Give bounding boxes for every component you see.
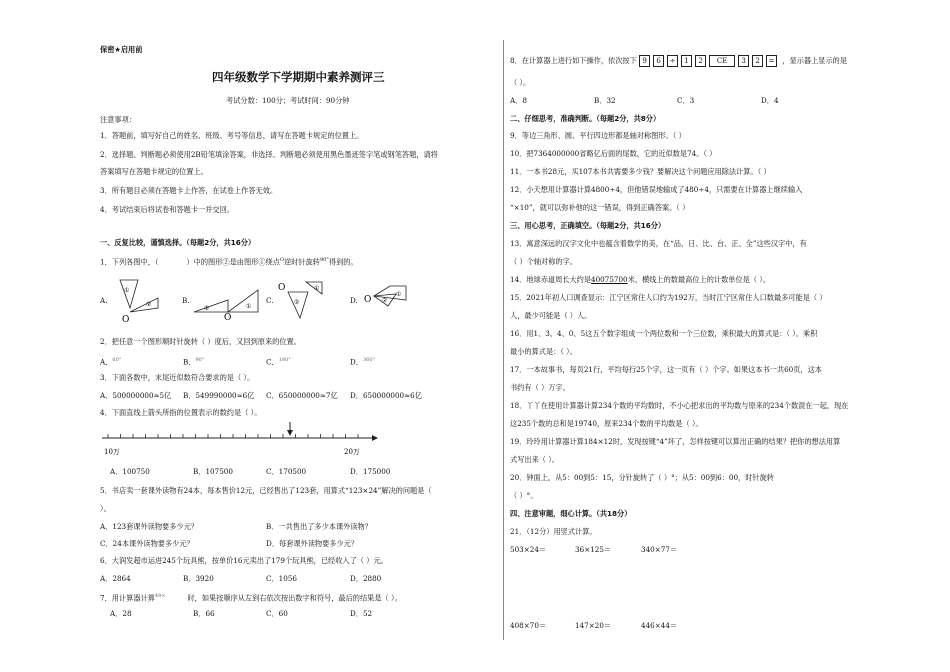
q7-text: 7．用计算器计算$^{48\times}$ 时，如果按顺序从左到右依次按出数字和符号，最后的结果是（ ）。 bbox=[100, 593, 402, 603]
key-3: 3 bbox=[738, 55, 749, 67]
q8-option-d: D．4 bbox=[761, 96, 779, 105]
q1-option-b-label: B. bbox=[182, 296, 190, 305]
q2-option-b: B．$^{90^\circ}$ bbox=[183, 357, 205, 367]
exam-info: 考试分数：100分；考试时间：90分钟 bbox=[226, 96, 350, 105]
q1-option-a-label: A. bbox=[100, 296, 108, 305]
svg-text:②: ② bbox=[294, 299, 300, 306]
note-item: 答案填写在答题卡规定的位置上。 bbox=[100, 167, 208, 176]
svg-text:①: ① bbox=[246, 303, 252, 310]
calc-item: 147×20＝ bbox=[575, 621, 612, 630]
q3-option-a: A．500000000≈5亿 bbox=[100, 391, 172, 400]
q7-option-d: D．52 bbox=[350, 609, 373, 618]
note-item: 4．考试结束后将试卷和答题卡一并交回。 bbox=[100, 205, 234, 214]
q2-text: 2．把任意一个图形顺时针旋转（ ）度后，又回到原来的位置。 bbox=[100, 337, 301, 346]
svg-text:O: O bbox=[122, 315, 130, 325]
svg-text:O: O bbox=[364, 295, 372, 305]
calc-item: 340×77＝ bbox=[641, 545, 678, 554]
note-item: 2．选择题、判断题必须使用2B铅笔填涂答案，非选择、判断题必须使用黑色墨迹签字笔或钢笔答题，请将 bbox=[100, 150, 438, 159]
notes-heading: 注意事项： bbox=[100, 115, 136, 124]
q5-option-b: B．一共售出了多少本课外读物？ bbox=[266, 522, 372, 531]
q6-option-b: B．3920 bbox=[183, 574, 214, 583]
q18-text-line1: 18．丫丫在使用计算器计算234个数的平均数时，不小心把求出的平均数与原来的234个数混在一起，现在 bbox=[510, 401, 849, 410]
q4-number-line bbox=[100, 420, 380, 460]
svg-text:O: O bbox=[224, 313, 232, 322]
svg-text:②: ② bbox=[382, 297, 388, 304]
q8-option-a: A．8 bbox=[510, 96, 527, 105]
q3-option-b: B．549990000≈6亿 bbox=[183, 391, 255, 400]
q5-option-d: D．每套课外读物要多少元？ bbox=[266, 539, 359, 548]
calc-item: 503×24＝ bbox=[510, 545, 547, 554]
key-divide: ÷ bbox=[667, 55, 678, 67]
q8-text: 8．在计算器上进行如下操作，依次按下 9 6 ÷ 1 2 CE 3 2 = ，显示器上显示的是 bbox=[510, 56, 848, 65]
q5-text-line2: ）。 bbox=[100, 504, 111, 513]
q6-option-a: A．2864 bbox=[100, 574, 131, 583]
q4-text: 4．下面直线上箭头所指的位置表示的数约是（ ）。 bbox=[100, 408, 262, 417]
q19-text-line2: 式写出来（ ）。 bbox=[510, 455, 559, 464]
q17-text-line2: 书约有（ ）万字。 bbox=[510, 383, 570, 392]
svg-text:①: ① bbox=[314, 285, 320, 292]
q19-text-line1: 19．玲玲用计算器计算184×12时，发现按键“4”坏了，怎样按键可以算出正确的结果？把你的想法用算 bbox=[510, 437, 841, 446]
note-item: 3．所有题目必须在答题卡上作答，在试卷上作答无效。 bbox=[100, 186, 278, 195]
q3-option-c: C．650000000≈7亿 bbox=[266, 391, 338, 400]
q1-text: 1．下列各图中，（ ）中的图形②是由图形①绕点$^O$逆时针旋转$^{90^\circ}$得到的。 bbox=[100, 257, 358, 267]
svg-text:20万: 20万 bbox=[344, 448, 360, 456]
q20-text-line2: （ ）°。 bbox=[510, 491, 538, 500]
q2-option-c: C．$^{180^\circ}$ bbox=[266, 357, 291, 367]
calc-item: 446×44＝ bbox=[641, 621, 678, 630]
key-equals: = bbox=[766, 55, 777, 67]
q15-text-line1: 15．2021年初人口调查显示：江宁区常住人口约为192万，当时江宁区常住人口数最多可能是（ ） bbox=[510, 293, 827, 302]
q1-option-d-label: D. bbox=[350, 296, 358, 305]
q6-option-d: D．2880 bbox=[350, 574, 382, 583]
column-divider bbox=[503, 40, 504, 640]
svg-text:①: ① bbox=[124, 287, 130, 294]
q2-option-a: A．$^{60^\circ}$ bbox=[100, 357, 122, 367]
q15-text-line2: 人，最少可能是（ ）人。 bbox=[510, 311, 592, 320]
confidential-label: 保密★启用前 bbox=[100, 45, 143, 54]
svg-text:①: ① bbox=[396, 291, 402, 298]
q4-option-a: A．100750 bbox=[110, 467, 150, 476]
key-2: 2 bbox=[695, 55, 706, 67]
q20-text-line1: 20．钟面上，从5：00到5：15，分针旋转了（ ）°；从5：00到6：00，时针旋转 bbox=[510, 473, 774, 482]
key-1: 1 bbox=[681, 55, 692, 67]
q11-text: 11．一本书28元，买107本书共需要多少钱？要解决这个问题应用除法计算。（ ） bbox=[510, 167, 771, 176]
q4-option-c: C．170500 bbox=[266, 467, 307, 476]
calc-item: 408×70＝ bbox=[510, 621, 547, 630]
q1-figure-c bbox=[276, 278, 336, 324]
note-item: 1．答题前，填写好自己的姓名、班级、考号等信息，请写在答题卡规定的位置上。 bbox=[100, 131, 364, 140]
q1-figure-b bbox=[190, 288, 262, 322]
key-ce: CE bbox=[709, 55, 735, 67]
q8-text-c: （ ）。 bbox=[510, 78, 531, 87]
q7-option-b: B．66 bbox=[193, 609, 215, 618]
calc-item: 36×125＝ bbox=[575, 545, 612, 554]
svg-text:②: ② bbox=[146, 301, 152, 308]
q8-option-b: B．32 bbox=[594, 96, 616, 105]
q17-text-line1: 17．一本故事书，每页21行，平均每行25个字，这一页有（ ）个字。如果这本书一共60页，这本 bbox=[510, 365, 822, 374]
section4-heading: 四、注意审题，细心计算。（共18分） bbox=[510, 509, 632, 518]
q21-text: 21．（12分）用竖式计算。 bbox=[510, 527, 597, 536]
key-2b: 2 bbox=[752, 55, 763, 67]
q5-option-a: A．123套课外读物要多少元？ bbox=[100, 522, 198, 531]
q18-text-line2: 这235个数的总和是19740，原来234个数的平均数是（ ）。 bbox=[510, 419, 703, 428]
q4-option-b: B．107500 bbox=[193, 467, 233, 476]
q3-option-d: D．650000000≈6亿 bbox=[350, 391, 422, 400]
q12-text-line1: 12．小天想用计算器计算4800÷4，但他错误地输成了480÷4，只需要在计算器上继续输入 bbox=[510, 185, 803, 194]
svg-text:②: ② bbox=[204, 305, 210, 312]
section1-heading: 一、反复比较，谨慎选择。（每题2分，共16分） bbox=[100, 238, 256, 247]
q16-text-line2: 最小的算式是：（ ）。 bbox=[510, 347, 577, 356]
key-9: 9 bbox=[639, 55, 650, 67]
svg-text:O: O bbox=[278, 283, 286, 293]
q7-option-c: C．60 bbox=[266, 609, 288, 618]
section2-heading: 二、仔细思考，准确判断。（每题2分，共8分） bbox=[510, 114, 661, 123]
q2-option-d: D．$^{360^\circ}$ bbox=[350, 357, 375, 367]
q14-text: 14．地球赤道周长大约是40075700米，横线上的数最高位上的计数单位是（ ）。 bbox=[510, 275, 771, 284]
key-6: 6 bbox=[653, 55, 664, 67]
q13-text-line2: （ ）个轴对称的字。 bbox=[510, 257, 577, 266]
q3-text: 3．下面各数中，末尾近似数符合要求的是（ ）。 bbox=[100, 373, 255, 382]
svg-text:10万: 10万 bbox=[104, 448, 120, 456]
q5-option-c: C．24本课外读物要多少元？ bbox=[100, 539, 194, 548]
section3-heading: 三、用心思考，正确填空。（每题2分，共16分） bbox=[510, 221, 666, 230]
q6-option-c: C．1056 bbox=[266, 574, 297, 583]
q1-figure-a bbox=[108, 278, 188, 328]
q7-option-a: A．28 bbox=[110, 609, 132, 618]
q12-text-line2: “×10”，就可以弥补他的这一错误，得到正确答案。（ ） bbox=[510, 203, 690, 212]
q1-option-c-label: C. bbox=[266, 296, 274, 305]
q10-text: 10．把7364000000省略亿后面的尾数，它的近似数是74。（ ） bbox=[510, 149, 717, 158]
q1-figure-d bbox=[360, 282, 412, 312]
page-title: 四年级数学下学期期中素养测评三 bbox=[212, 70, 385, 84]
q9-text: 9．等边三角形、圆、平行四边形都是轴对称图形。（ ） bbox=[510, 131, 686, 140]
q6-text: 6．大润发超市运进245个玩具熊，按单价16元卖出了179个玩具熊，已经收入了（ ）元。 bbox=[100, 556, 388, 565]
q4-option-d: D．175000 bbox=[350, 467, 391, 476]
q5-text-line1: 5．书店卖一套课外读物有24本，每本售价12元，已经售出了123套，用算式“123×24”解决的问题是（ bbox=[100, 486, 432, 495]
q8-option-c: C．3 bbox=[677, 96, 695, 105]
q13-text-line1: 13．寓意深远的汉字文化中也蕴含着数学的美，在“品、日、比、台、正、全”这些汉字中，有 bbox=[510, 239, 807, 248]
q16-text-line1: 16．用1、3、4、0、5这五个数字组成一个两位数和一个三位数，乘积最大的算式是：（ ）。乘积 bbox=[510, 329, 818, 338]
